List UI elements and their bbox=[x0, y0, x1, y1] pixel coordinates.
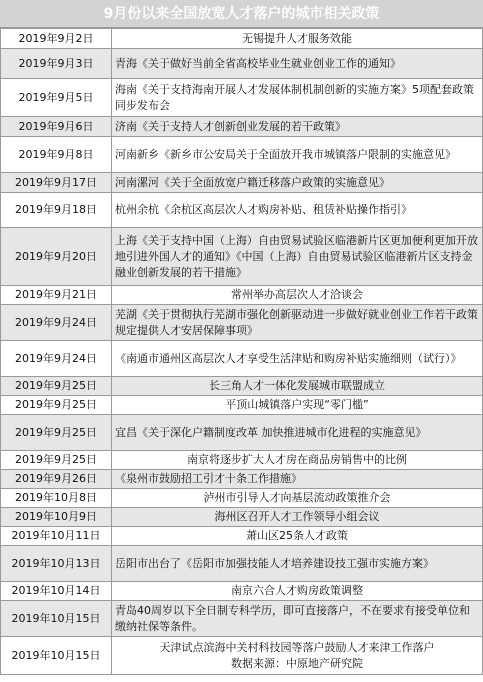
table-row bbox=[1, 470, 483, 489]
table-row bbox=[1, 489, 483, 508]
row-date: 2019年9月21日 bbox=[1, 286, 112, 305]
row-date: 2019年10月13日 bbox=[1, 546, 112, 582]
row-date: 2019年9月18日 bbox=[1, 193, 112, 228]
table-row bbox=[1, 193, 483, 228]
row-policy bbox=[112, 137, 483, 173]
table-row bbox=[1, 79, 483, 117]
table-row bbox=[1, 228, 483, 286]
table-row bbox=[1, 29, 483, 49]
row-policy-text: 河南漯河《关于全面放宽户籍迁移落户政策的实施意见》 bbox=[115, 175, 390, 189]
table-row bbox=[1, 527, 483, 546]
row-policy-text: 河南新乡《新乡市公安局关于全面放开我市城镇落户限制的实施意见》 bbox=[115, 147, 456, 161]
row-policy-text: 芜湖《关于贯彻执行芜湖市强化创新驱动进一步做好就业创业工作若干政策规定提供人才安居保障事项》 bbox=[115, 307, 478, 337]
row-policy-text: 萧山区25条人才政策 bbox=[246, 529, 348, 542]
row-date: 2019年10月8日 bbox=[1, 489, 112, 508]
row-date: 2019年10月9日 bbox=[1, 508, 112, 527]
row-policy bbox=[112, 508, 483, 527]
table-row bbox=[1, 49, 483, 79]
row-policy-text: 南京将逐步扩大人才房在商品房销售中的比例 bbox=[187, 453, 407, 466]
row-date: 2019年10月15日 bbox=[1, 637, 112, 675]
row-policy-text: 常州举办高层次人才洽谈会 bbox=[231, 288, 363, 301]
row-policy-text: 岳阳市出台了《岳阳市加强技能人才培养建设技工强市实施方案》 bbox=[115, 556, 434, 570]
row-policy bbox=[112, 173, 483, 193]
row-policy bbox=[112, 637, 483, 675]
row-date: 2019年10月14日 bbox=[1, 582, 112, 601]
row-date: 2019年9月25日 bbox=[1, 396, 112, 415]
row-policy bbox=[112, 546, 483, 582]
row-policy-text: 青岛40周岁以下全日制专科学历，即可直接落户，不在要求有接受单位和缴纳社保等条件。 bbox=[115, 603, 470, 633]
row-date: 2019年9月25日 bbox=[1, 415, 112, 451]
source-note: 数据来源：中原地产研究院 bbox=[231, 656, 363, 670]
row-date: 2019年9月3日 bbox=[1, 49, 112, 79]
row-policy-text: 杭州余杭《余杭区高层次人才购房补贴、租赁补贴操作指引》 bbox=[115, 203, 412, 216]
table-row bbox=[1, 451, 483, 470]
row-policy-text: 无锡提升人才服务效能 bbox=[242, 31, 352, 45]
row-date: 2019年9月24日 bbox=[1, 305, 112, 341]
table-row bbox=[1, 396, 483, 415]
row-policy bbox=[112, 377, 483, 396]
row-policy bbox=[112, 527, 483, 546]
row-policy-text: 泸州市引导人才向基层流动政策推介会 bbox=[203, 491, 391, 504]
policy-table bbox=[0, 28, 483, 675]
table-row bbox=[1, 137, 483, 173]
row-policy bbox=[112, 228, 483, 286]
row-policy bbox=[112, 601, 483, 637]
row-policy bbox=[112, 341, 483, 377]
table-row bbox=[1, 341, 483, 377]
row-date: 2019年9月8日 bbox=[1, 137, 112, 173]
row-policy bbox=[112, 489, 483, 508]
row-policy bbox=[112, 451, 483, 470]
row-policy bbox=[112, 286, 483, 305]
row-policy-text: 青海《关于做好当前全省高校毕业生就业创业工作的通知》 bbox=[115, 56, 401, 70]
row-policy bbox=[112, 49, 483, 79]
row-policy-text: 《南通市通州区高层次人才享受生活津贴和购房补贴实施细则（试行）》 bbox=[115, 351, 462, 365]
row-date: 2019年9月5日 bbox=[1, 79, 112, 117]
table-row bbox=[1, 377, 483, 396]
row-date: 2019年9月25日 bbox=[1, 377, 112, 396]
row-policy bbox=[112, 29, 483, 49]
table-row bbox=[1, 286, 483, 305]
row-policy bbox=[112, 396, 483, 415]
row-policy bbox=[112, 193, 483, 228]
table-title: 9月份以来全国放宽人才落户的城市相关政策 bbox=[0, 0, 483, 28]
policy-table-body bbox=[1, 29, 483, 675]
row-policy bbox=[112, 305, 483, 341]
row-date: 2019年9月17日 bbox=[1, 173, 112, 193]
table-row bbox=[1, 546, 483, 582]
row-policy-text: 天津试点滨海中关村科技园等落户鼓励人才来津工作落户 bbox=[159, 640, 435, 654]
row-policy-text: 长三角人才一体化发展城市联盟成立 bbox=[209, 379, 385, 392]
table-row bbox=[1, 582, 483, 601]
row-date: 2019年9月20日 bbox=[1, 228, 112, 286]
table-row bbox=[1, 508, 483, 527]
table-row bbox=[1, 637, 483, 675]
table-row bbox=[1, 415, 483, 451]
row-date: 2019年9月2日 bbox=[1, 29, 112, 49]
row-date: 2019年9月26日 bbox=[1, 470, 112, 489]
table-row bbox=[1, 173, 483, 193]
row-policy bbox=[112, 582, 483, 601]
row-date: 2019年9月25日 bbox=[1, 451, 112, 470]
row-date: 2019年10月11日 bbox=[1, 527, 112, 546]
row-date: 2019年10月15日 bbox=[1, 601, 112, 637]
row-policy-text: 南京六合人才购房政策调整 bbox=[231, 584, 363, 597]
row-policy bbox=[112, 470, 483, 489]
row-policy-text: 《泉州市鼓励招工引才十条工作措施》 bbox=[115, 472, 302, 485]
row-policy bbox=[112, 117, 483, 137]
row-date: 2019年9月6日 bbox=[1, 117, 112, 137]
table-row bbox=[1, 305, 483, 341]
row-policy-text: 海州区召开人才工作领导小组会议 bbox=[214, 510, 380, 523]
row-policy-text: 济南《关于支持人才创新创业发展的若干政策》 bbox=[115, 119, 346, 133]
table-row bbox=[1, 117, 483, 137]
row-policy-text: 平顶山城镇落户实现“零门槛” bbox=[225, 398, 369, 411]
row-policy bbox=[112, 415, 483, 451]
row-policy-text: 海南《关于支持海南开展人才发展体制机制创新的实施方案》5项配套政策同步发布会 bbox=[115, 82, 474, 112]
row-policy-text: 宜昌《关于深化户籍制度改革 加快推进城市化进程的实施意见》 bbox=[115, 425, 427, 439]
row-date: 2019年9月24日 bbox=[1, 341, 112, 377]
row-policy-text: 上海《关于支持中国（上海）自由贸易试验区临港新片区更加便利更加开放地引进外国人才的通知》《中国（上海）自由贸易试验区临港新片区支持金融业创新发展的若干措施》 bbox=[115, 233, 478, 279]
row-policy bbox=[112, 79, 483, 117]
table-row bbox=[1, 601, 483, 637]
